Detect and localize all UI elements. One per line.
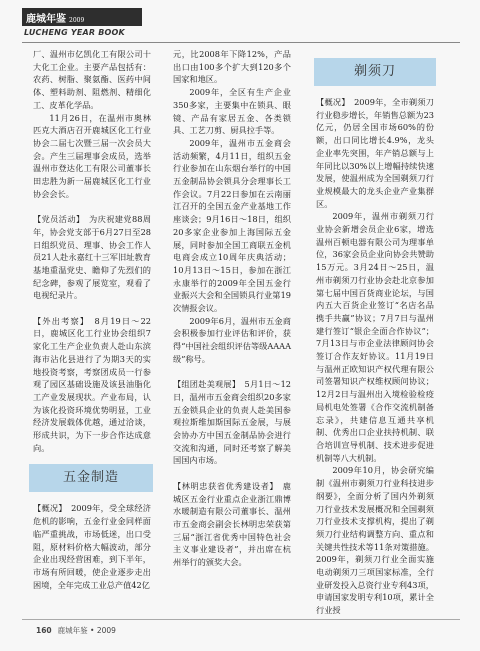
paragraph: 厂、温州市亿凯化工有限公司十大化工企业。主要产品包括有：农药、树脂、聚氨酯、医药中间体、塑料助剂、阻燃剂、精细化工、皮革化学品。: [33, 49, 151, 110]
paragraph: 11月26日，在温州市奥林匹克大酒店召开鹿城区化工行业协会二届七次暨三届一次会员大会。产生三届理事会成员，选举温州市登达化工有限公司董事长田忠胜为新一届鹿城区化工行业协会会长。: [33, 112, 151, 199]
paragraph: 2009年，全区有生产企业350多家，主要集中在锁具、眼镜、产品有家居五金、各类锁具、工艺刀剪、厨具拉手等。: [173, 87, 291, 136]
paragraph-overview: 【概况】 2009年，受全球经济危机的影响，五金行业金同样面临严重挑战，市场低迷，出口受阻，原材料价格大幅波动，部分企业出现经营困难，到下半年，市场有所回暖，使企业逐步走出困境，全年完成工业总产值42亿: [33, 503, 151, 590]
footer-rule: [22, 619, 460, 620]
paragraph-party-activities: 【党员活动】 为庆祝建党88周年，协会党支部于6月27日至28日组织党员、理事、协会工作人员21人赴永嘉红十三军旧址教育基地重温党史、瞻仰了先烈们的纪念碑，参观了展览室，观看了电视纪录片。: [33, 214, 151, 301]
masthead-title: [26, 10, 84, 25]
column-right: [316, 48, 434, 617]
paragraph-field-trip: 【外出考察】 8月19日～22日，鹿城区化工行业协会组织7家化工生产企业负责人赴山东滨海市沾化县进行了为期3天的实地投资考察，考察团成员一行参观了园区基础设施及该县油脂化工产业发展现状。产业布局，认为该化投资环境优势明显，工业经济发展载体优越，通过洽谈，形成共识，为下一步合作达成意向。: [33, 315, 151, 453]
page-number: 160: [36, 626, 52, 635]
column-left: [33, 48, 151, 591]
section-heading-hardware: 五金制造: [29, 464, 153, 492]
paragraph-overview: 【概况】 2009年，全市剃须刀行业稳步增长，年销售总额为23亿元，仍居全国市场60%的份额，出口同比增长4.9%，龙头企业率先突围，年产销总额与上年同比以30%以上增幅持续快速发展，使温州成为全国剃须刀行业规模最大的龙头企业产业集群区。: [316, 97, 434, 209]
column-middle: [173, 48, 291, 569]
masthead-year: 2009: [69, 17, 85, 24]
paragraph-us-exhibition: 【组团赴美观展】 5月1日～12日，温州市五金商会组织20多家五金锁具企业的负责人赴美国参观拉斯维加斯国际五金展，与展会协办方中国五金制品协会进行交流和沟通，同时还考察了解美国国内市场。: [173, 379, 291, 466]
paragraph: 2009年10月，协会研究编制《温州市剃须刀行业科技进步纲要》，全面分析了国内外剃须刀行业技术发展概况和全国剃须刀行业技术支撑机构，提出了剃须刀行业结构调整方向、重点和关键共性技术等11条对策措施。2009年，剃须刀行业全面实施电动剃须刀三项国家标准，全行业研发投入总资行业专利43项，申请国家发明专利10项，累计全行业授: [316, 465, 434, 616]
header-rule: [22, 42, 460, 43]
paragraph: 元，比2008年下降12%，产品出口由100多个扩大到120多个国家和地区。: [173, 49, 291, 85]
paragraph: 2009年6月，温州市五金商会积极参加行业评估和评价，获得“中国社会组织评估等级AAAA级”称号。: [173, 315, 291, 364]
masthead-title-text: 鹿城年鉴: [26, 14, 66, 25]
masthead: [22, 8, 142, 42]
paragraph-award: 【林明忠获省优秀建设者】 鹿城区五金行业重点企业浙江鼎博水暖制造有限公司董事长、温州市五金商会副会长林明忠荣获第三届“浙江省优秀中国特色社会主义事业建设者”，并出席在杭州举行的颁奖大会。: [173, 480, 291, 568]
paragraph: 2009年，温州市剃须刀行业协会新增会员企业6家，增选温州百顿电器有限公司为理事单位，36家会员企业向协会共赞助15万元。3月24日～25日，温州市剃须刀行业协会赴北京参加第七届中国百货商业论坛，与国内五大百货企业签订“名店名品携手共赢”协议；7月7日与温州建行签订“银企全面合作协议”；7月13日与市企业法律顾问协会签订合作友好协议。11月19日与温州正欧知识产权代理有限公司签署知识产权维权顾问协议；12月2日与温州出入境检验检疫局机电处签署《合作交流机制备忘录》，共建信息互通共享机制、优秀出口企业扶持机制、联合培训宣导机制、技术进步促进机制等八大机制。: [316, 211, 434, 463]
masthead-subtitle: LUCHENG YEAR BOOK: [24, 28, 125, 37]
footer-text: 鹿城年鉴 • 2009: [57, 626, 116, 635]
section-heading-razor: 剃须刀: [314, 58, 436, 86]
footer: [36, 625, 116, 636]
paragraph: 2009年，温州市五金商会活动频繁，4月11日，组织五金行业参加在山东烟台举行的中国五金制品协会锁具分会理事长工作会议。7月22日参加在云南丽江召开的全国五金产业基地工作座谈会；9月16日～18日，组织20多家企业参加上海国际五金展，同时参加全国工商联五金机电商会成立10周年庆典活动；10月13日～15日，参加在浙江永康举行的2009年全国五金行业振兴大会和全国锁具行业第19次情报会议。: [173, 137, 291, 314]
